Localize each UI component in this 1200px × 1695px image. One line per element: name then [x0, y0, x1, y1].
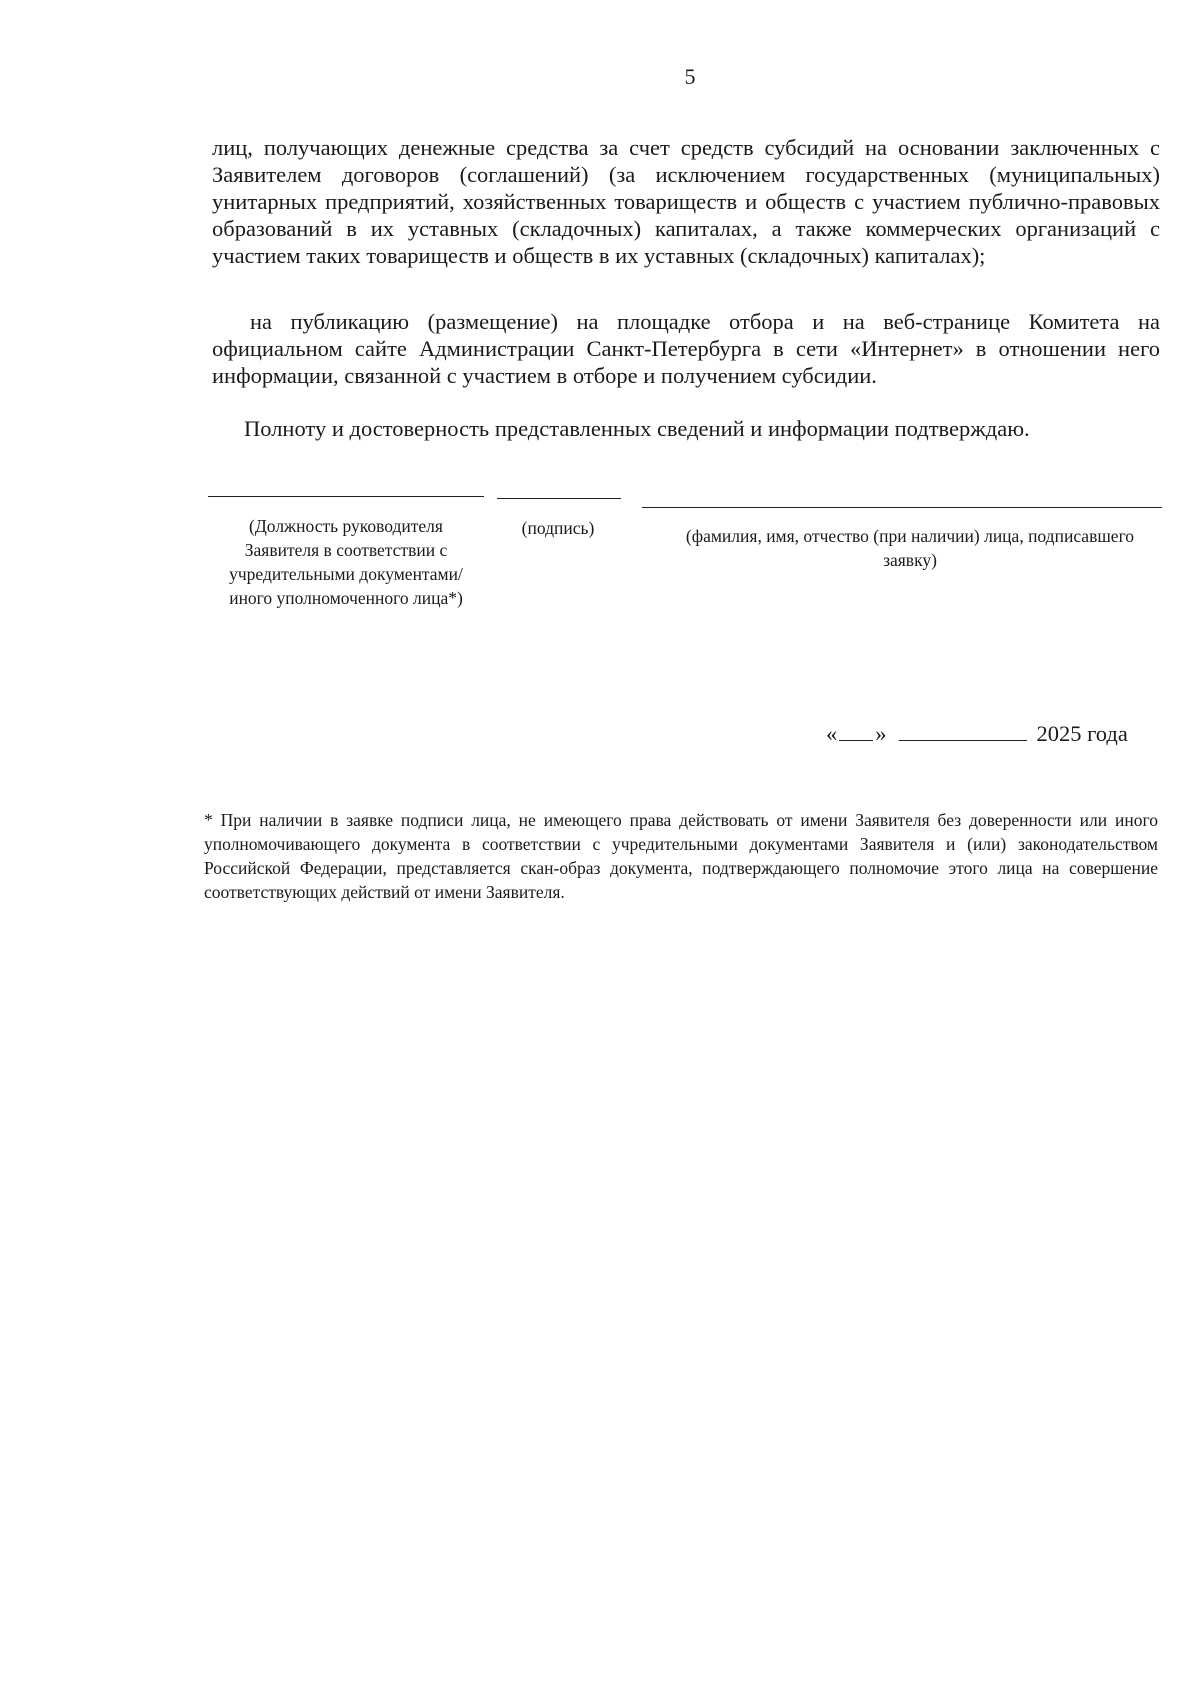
- date-open-quote: «: [826, 721, 838, 746]
- signature-caption: (подпись): [521, 518, 595, 538]
- full-name-caption: (фамилия, имя, отчество (при наличии) лица, подписавшего заявку): [685, 526, 1135, 570]
- confirmation-statement: Полноту и достоверность представленных сведений и информации подтверждаю.: [244, 416, 1030, 441]
- paragraph-publication: на публикацию (размещение) на площадке отбора и на веб-странице Комитета на официальном сайте Администрации Санкт-Петербурга в сети «Интернет» в отношении него информации, связанной с участием в отборе и получением субсидии.: [212, 309, 1160, 388]
- day-blank: [839, 722, 873, 741]
- date-close-quote: »: [875, 721, 887, 746]
- paragraph-recipients: лиц, получающих денежные средства за счет средств субсидий на основании заключенных с Заявителем договоров (соглашений) (за исключением государственных (муниципальных) унитарных предприятий, хозяйственных товариществ и обществ с участием публично-правовых образований в их уставных (складочных) капиталах, а также коммерческих организаций с участием таких товариществ и обществ в их уставных (складочных) капиталах);: [212, 135, 1160, 268]
- date-year: 2025 года: [1036, 721, 1128, 746]
- full-name-line: [642, 507, 1162, 508]
- month-blank: [899, 722, 1027, 741]
- position-signature-line: [208, 496, 484, 497]
- date-line: [826, 721, 1128, 747]
- footnote: * При наличии в заявке подписи лица, не имеющего права действовать от имени Заявителя без доверенности или иного уполномочивающего документа в соответствии с учредительными документами Заявителя и (или) законодательством Российской Федерации, представляется скан-образ документа, подтверждающего полномочие этого лица на совершение соответствующих действий от имени Заявителя.: [204, 810, 1158, 902]
- position-caption: (Должность руководителя Заявителя в соответствии с учредительными документами/ иного уполномоченного лица*): [229, 516, 463, 608]
- signature-line: [497, 498, 621, 499]
- page-number: 5: [684, 64, 696, 89]
